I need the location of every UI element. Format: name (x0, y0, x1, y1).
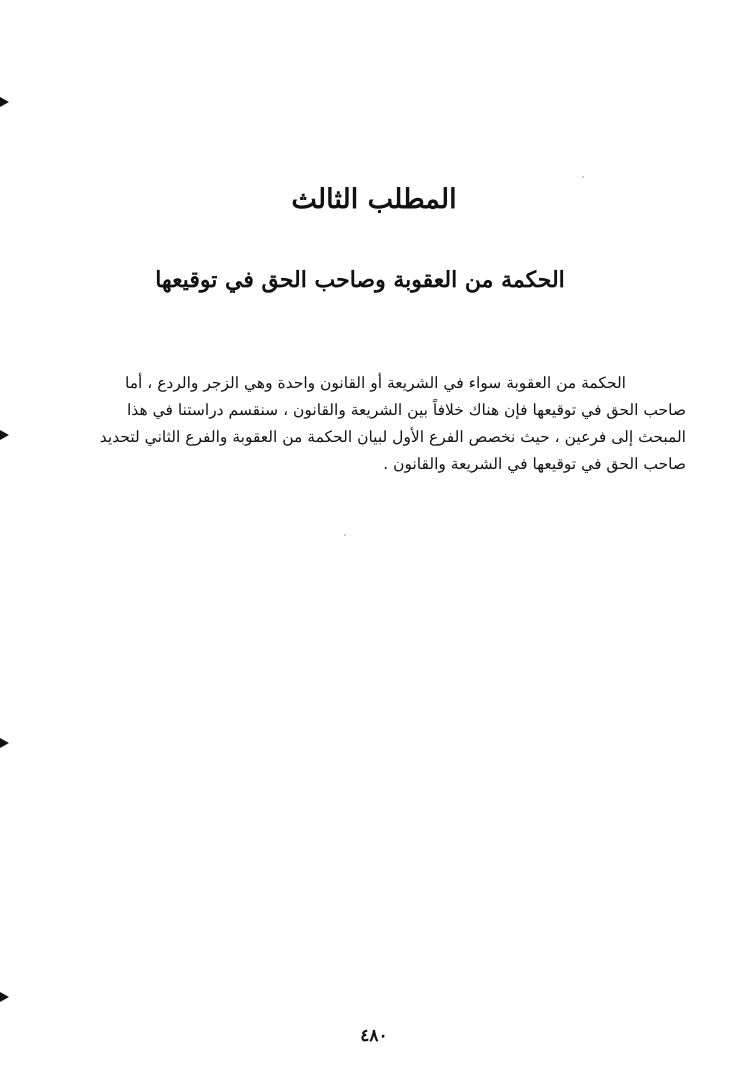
page-number: ٤٨٠ (360, 1026, 388, 1046)
paragraph-line: المبحث إلى فرعين ، حيث نخصص الفرع الأول لبيان الحكمة من العقوبة والفرع الثاني لتحديد (99, 428, 686, 446)
binding-mark-icon (0, 738, 9, 748)
paragraph-line: الحكمة من العقوبة سواء في الشريعة أو القانون واحدة وهي الزجر والردع ، أما (125, 374, 626, 392)
scan-speck (344, 534, 346, 536)
binding-mark-icon (0, 430, 9, 440)
binding-mark-icon (0, 992, 9, 1002)
section-subtitle: الحكمة من العقوبة وصاحب الحق في توقيعها (155, 267, 565, 293)
paragraph-line: صاحب الحق في توقيعها في الشريعة والقانون . (383, 455, 686, 473)
body-paragraph (44, 370, 686, 478)
scan-speck (582, 176, 584, 178)
binding-mark-icon (0, 97, 9, 107)
section-title: المطلب الثالث (291, 184, 457, 215)
paragraph-line: صاحب الحق في توقيعها فإن هناك خلافاً بين الشريعة والقانون ، سنقسم دراستنا في هذا (127, 401, 686, 419)
